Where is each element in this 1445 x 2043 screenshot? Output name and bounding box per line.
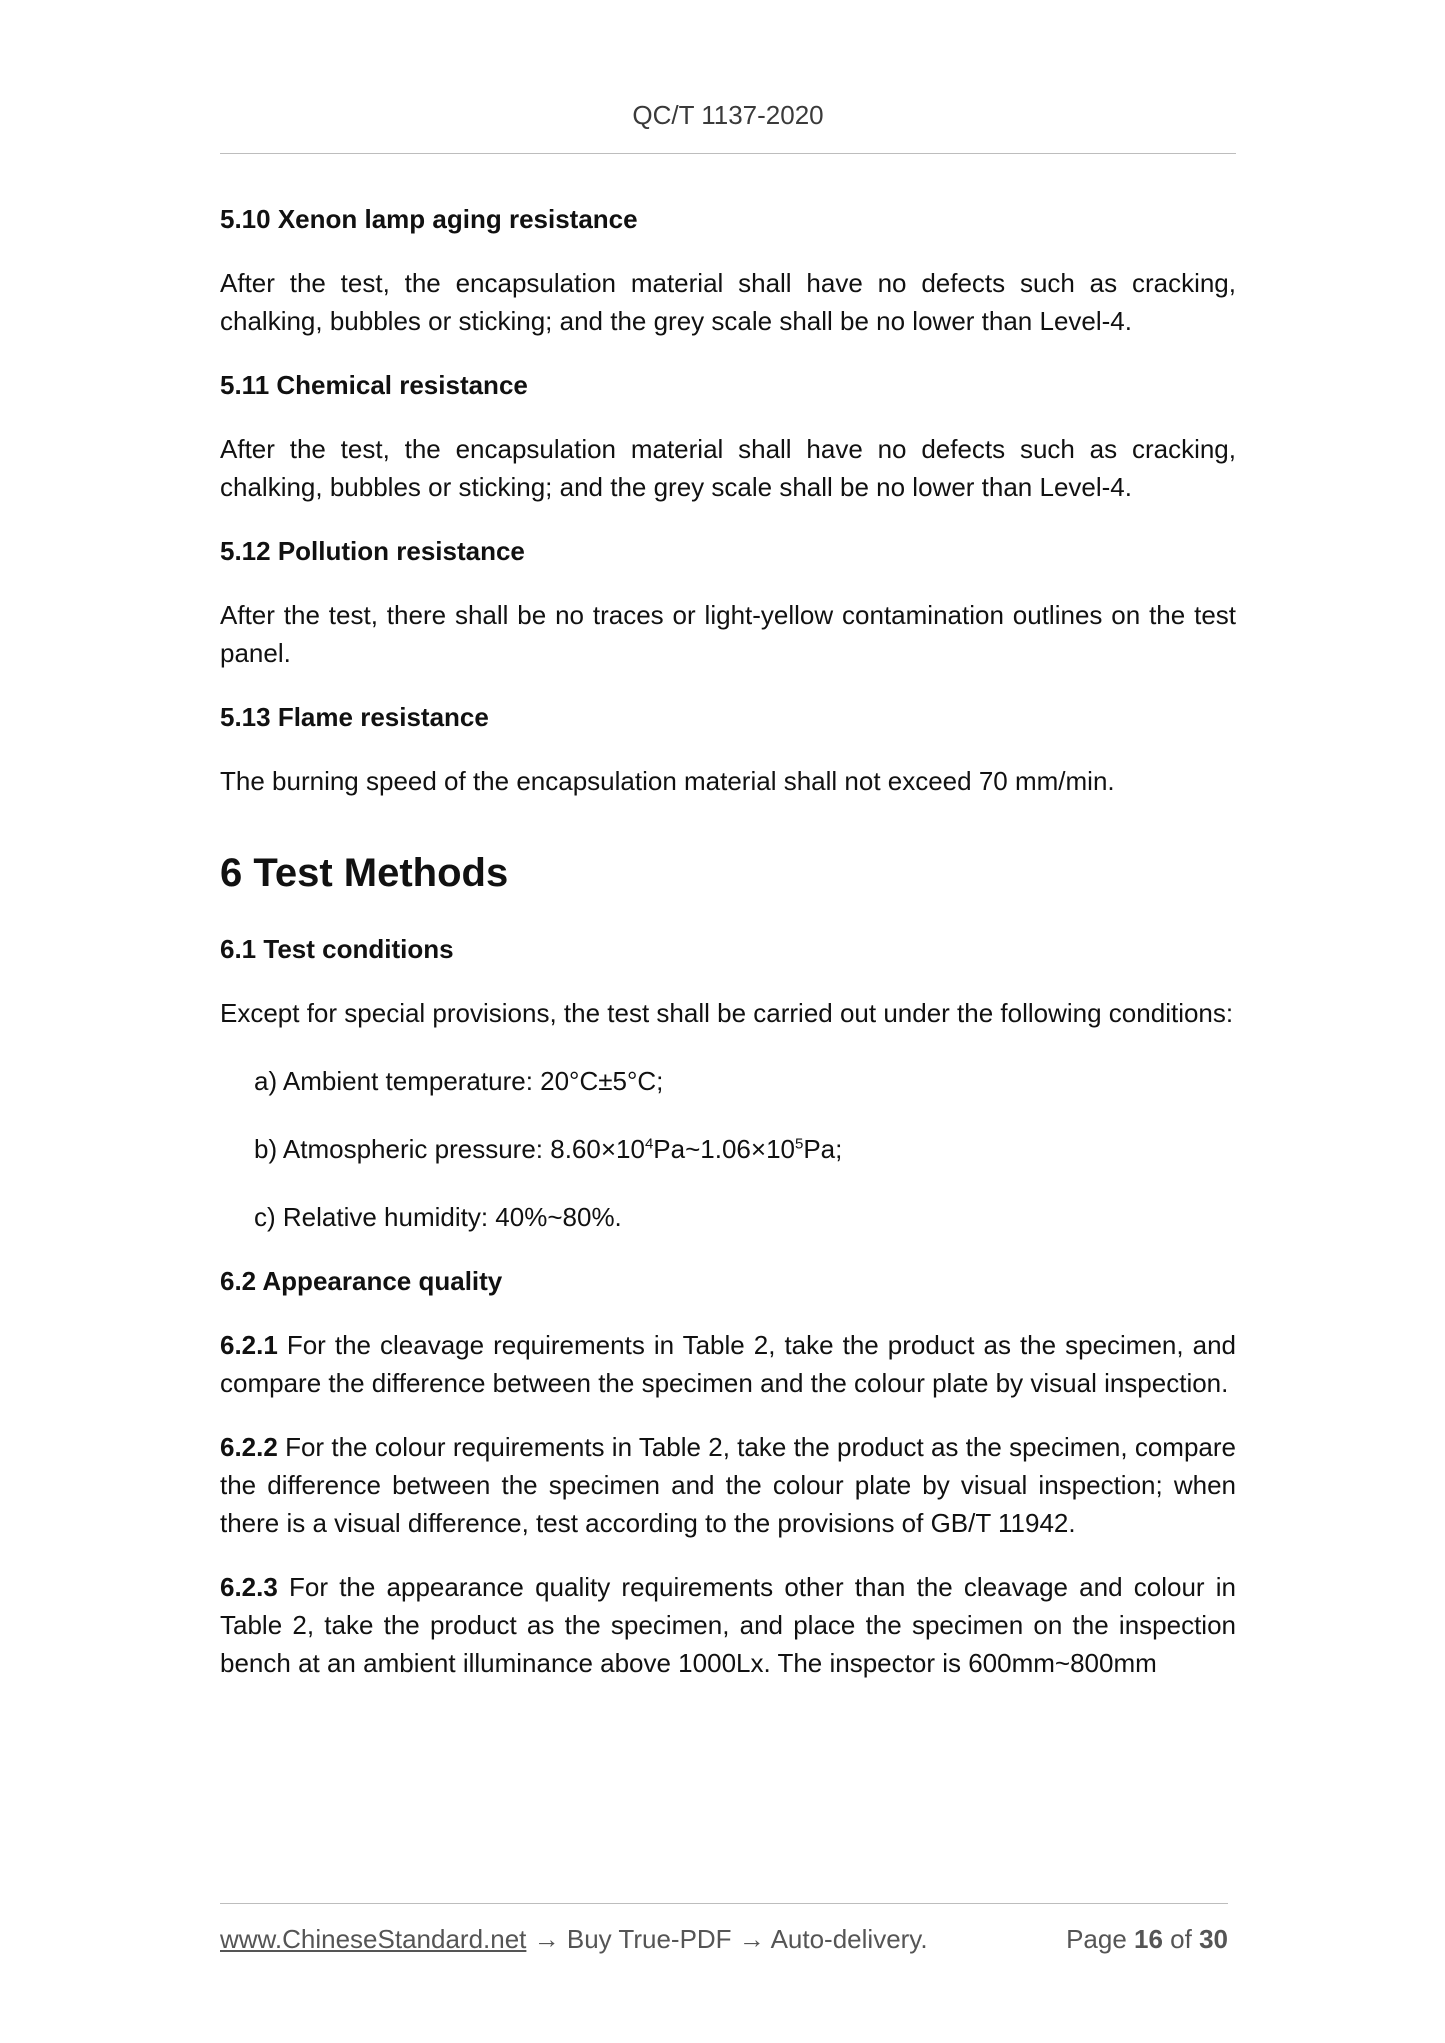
pressure-text-prefix: b) Atmospheric pressure: 8.60×10 <box>254 1134 645 1164</box>
heading-5-10: 5.10 Xenon lamp aging resistance <box>220 204 638 234</box>
heading-5-11: 5.11 Chemical resistance <box>220 370 528 400</box>
page-of-label: of <box>1162 1924 1200 1954</box>
pressure-text-mid: Pa~1.06×10 <box>653 1134 795 1164</box>
page-footer <box>220 1922 1228 1956</box>
website-link[interactable]: www.ChineseStandard.net <box>220 1924 527 1954</box>
footer-divider <box>220 1903 1228 1904</box>
paragraph-6-2-3 <box>220 1568 1236 1682</box>
clause-number-6-2-2: 6.2.2 <box>220 1432 278 1462</box>
paragraph-5-11: After the test, the encapsulation material shall have no defects such as cracking, chalking, bubbles or sticking; and the grey scale shall be no lower than Level-4. <box>220 434 1236 502</box>
clause-text-6-2-2: For the colour requirements in Table 2, take the product as the specimen, compare the difference between the specimen and the colour plate by visual inspection; when there is a visual difference, test according to the provisions of GB/T 11942. <box>220 1432 1236 1538</box>
footer-tagline: → Buy True-PDF → Auto-delivery. <box>526 1924 928 1954</box>
condition-item-c: c) Relative humidity: 40%~80%. <box>254 1202 622 1232</box>
header-divider <box>220 153 1236 154</box>
clause-number-6-2-3: 6.2.3 <box>220 1572 278 1602</box>
heading-6: 6 Test Methods <box>220 851 509 895</box>
heading-5-13: 5.13 Flame resistance <box>220 702 489 732</box>
clause-text-6-2-1: For the cleavage requirements in Table 2, take the product as the specimen, and compare the difference between the specimen and the colour plate by visual inspection. <box>220 1330 1236 1398</box>
page-current: 16 <box>1134 1924 1163 1954</box>
paragraph-6-2-1 <box>220 1326 1236 1402</box>
pressure-exponent-1: 4 <box>644 1135 654 1153</box>
condition-item-b <box>220 1130 1236 1168</box>
paragraph-6-2-2 <box>220 1428 1236 1542</box>
paragraph-5-12: After the test, there shall be no traces or light-yellow contamination outlines on the test panel. <box>220 600 1236 668</box>
page-total: 30 <box>1199 1924 1228 1954</box>
paragraph-6-1: Except for special provisions, the test shall be carried out under the following conditions: <box>220 998 1234 1028</box>
paragraph-5-13: The burning speed of the encapsulation material shall not exceed 70 mm/min. <box>220 766 1115 796</box>
page-body <box>220 200 1236 1682</box>
heading-6-2: 6.2 Appearance quality <box>220 1266 503 1296</box>
pressure-text-suffix: Pa; <box>803 1134 843 1164</box>
clause-number-6-2-1: 6.2.1 <box>220 1330 278 1360</box>
heading-6-1: 6.1 Test conditions <box>220 934 454 964</box>
heading-5-12: 5.12 Pollution resistance <box>220 536 525 566</box>
pressure-exponent-2: 5 <box>795 1135 804 1153</box>
running-header: QC/T 1137-2020 <box>632 100 824 130</box>
clause-text-6-2-3: For the appearance quality requirements other than the cleavage and colour in Table 2, take the product as the specimen, and place the specimen on the inspection bench at an ambient illuminance above 1000Lx. The inspector is 600mm~800mm <box>220 1572 1236 1678</box>
page-indicator <box>1066 1922 1228 1956</box>
page-label: Page <box>1066 1924 1135 1954</box>
condition-item-a: a) Ambient temperature: 20°C±5°C; <box>254 1066 664 1096</box>
paragraph-5-10: After the test, the encapsulation material shall have no defects such as cracking, chalking, bubbles or sticking; and the grey scale shall be no lower than Level-4. <box>220 268 1236 336</box>
